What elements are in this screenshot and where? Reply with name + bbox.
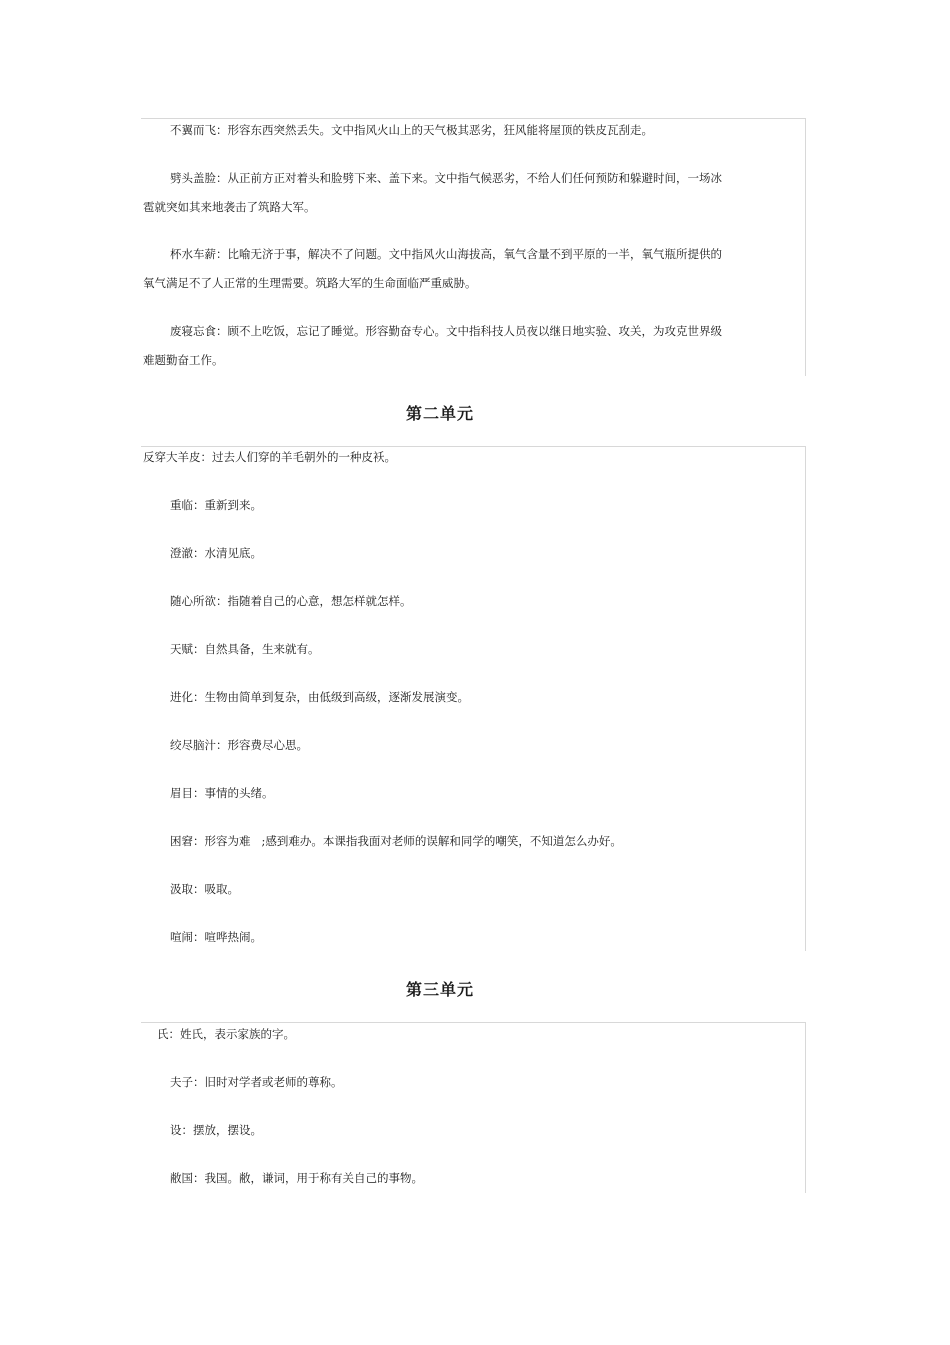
entry-pitougailian: 劈头盖脸：从正前方正对着头和脸劈下来、盖下来。文中指气候恶劣，不给人们任何预防和躲避时间，一场冰雹就突如其来地袭击了筑路大军。 [143, 171, 722, 214]
entry-jiqu: 汲取：吸取。 [170, 882, 239, 896]
unit3-section [141, 1022, 806, 1193]
entry-she: 设：摆放，摆设。 [170, 1123, 262, 1137]
entry-biguo: 敝国：我国。敝，谦词，用于称有关自己的事物。 [170, 1171, 423, 1185]
entry-xuannao: 喧闹：喧哗热闹。 [170, 930, 262, 944]
entry-tianfu: 天赋：自然具备，生来就有。 [170, 642, 320, 656]
entry-jinhua: 进化：生物由简单到复杂，由低级到高级，逐渐发展演变。 [170, 690, 469, 704]
entry-fuzi: 夫子：旧时对学者或老师的尊称。 [170, 1075, 343, 1089]
unit2-section [141, 446, 806, 951]
unit2-heading: 第二单元 [405, 404, 474, 423]
entry-suixinsuoyu: 随心所欲：指随着自己的心意，想怎样就怎样。 [170, 594, 412, 608]
unit1-section [141, 118, 806, 376]
entry-shi: 氏：姓氏，表示家族的字。 [157, 1027, 295, 1041]
entry-kunjiong: 困窘：形容为难 ;感到难办。本课指我面对老师的误解和同学的嘲笑，不知道怎么办好。 [170, 834, 622, 848]
entry-beishuichexin: 杯水车薪：比喻无济于事，解决不了问题。文中指风火山海拔高，氧气含量不到平原的一半，氧气瓶所提供的氧气满足不了人正常的生理需要。筑路大军的生命面临严重威胁。 [143, 247, 722, 290]
unit3-heading: 第三单元 [405, 980, 474, 999]
entry-jiaojinnaozhi: 绞尽脑汁：形容费尽心思。 [170, 738, 308, 752]
entry-feiqinwangshi: 废寝忘食：顾不上吃饭，忘记了睡觉。形容勤奋专心。文中指科技人员夜以继日地实验、攻关，为攻克世界级难题勤奋工作。 [143, 324, 722, 367]
entry-chonglin: 重临：重新到来。 [170, 498, 262, 512]
entry-fanchuandayangpi: 反穿大羊皮：过去人们穿的羊毛朝外的一种皮袄。 [143, 450, 396, 464]
entry-meimu: 眉目：事情的头绪。 [170, 786, 274, 800]
entry-chengche: 澄澈：水清见底。 [170, 546, 262, 560]
entry-buyierfei: 不翼而飞：形容东西突然丢失。文中指风火山上的天气极其恶劣，狂风能将屋顶的铁皮瓦刮走。 [170, 123, 653, 137]
